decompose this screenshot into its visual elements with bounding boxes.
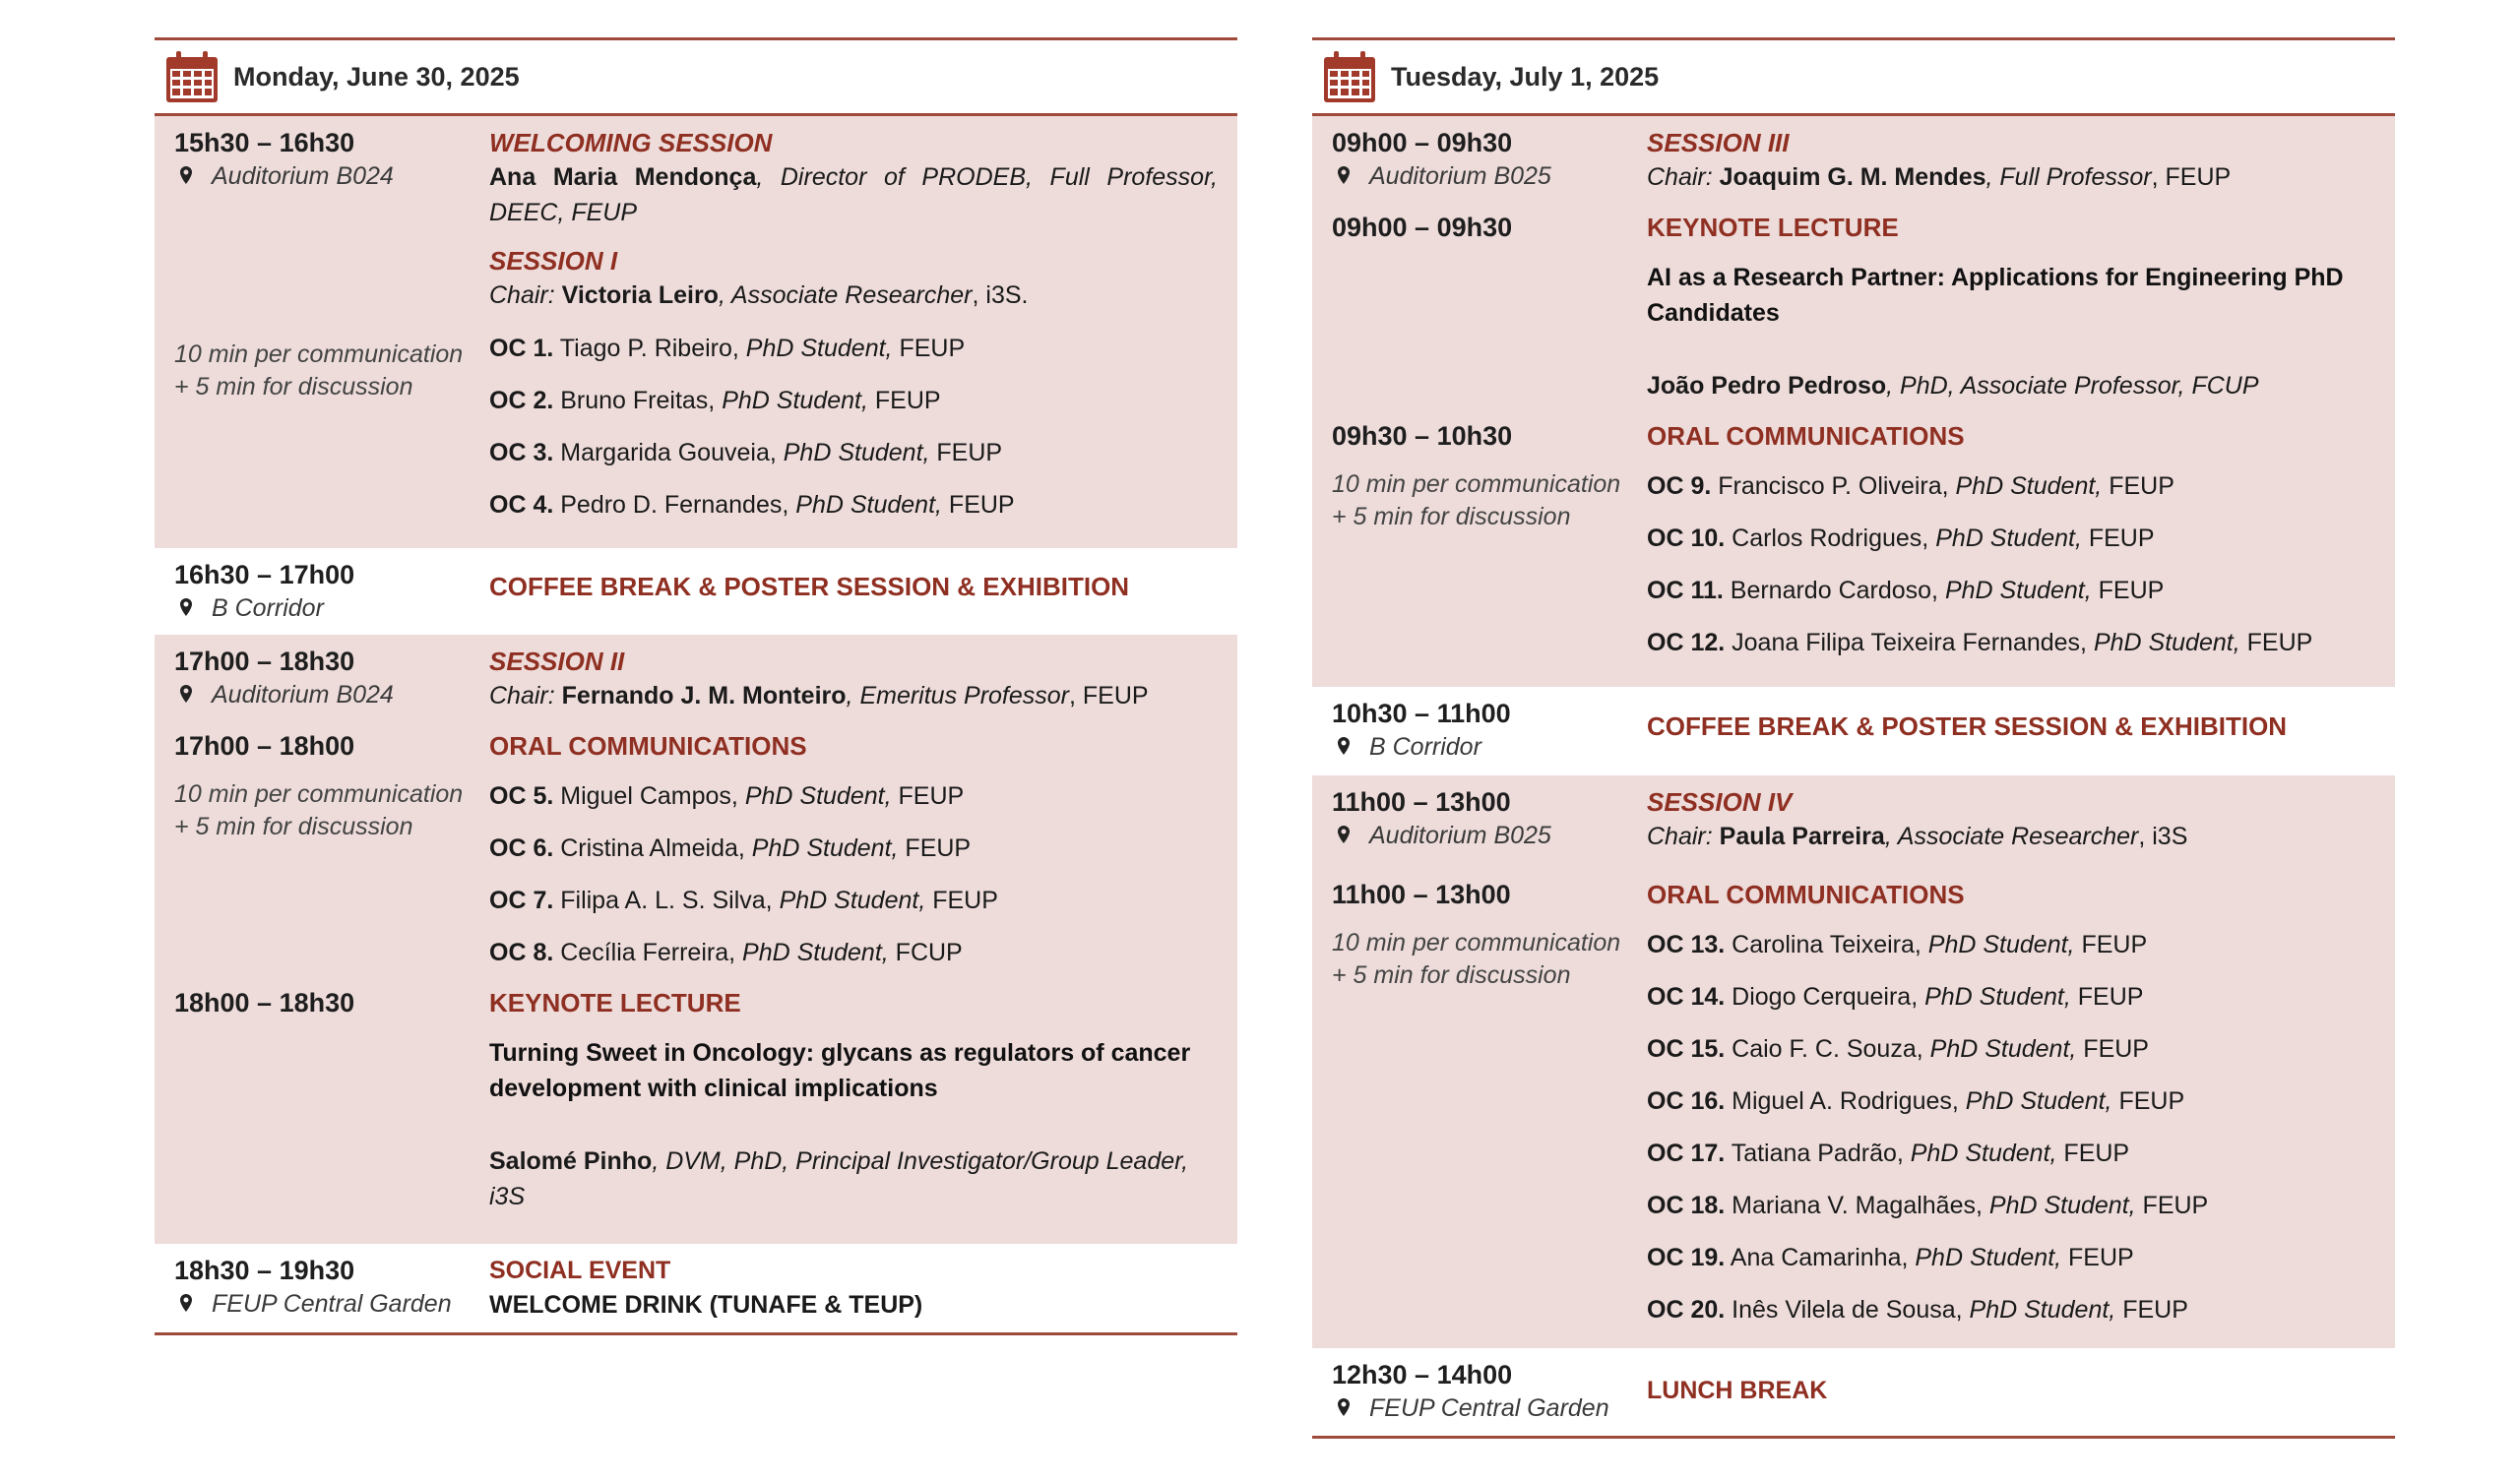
list-item xyxy=(1647,521,2375,556)
speaker-name: Salomé Pinho xyxy=(489,1147,653,1175)
talk-name: Pedro D. Fernandes, xyxy=(553,491,796,519)
talk-role: PhD Student, xyxy=(779,887,926,914)
event-label: WELCOME DRINK (TUNAFE & TEUP) xyxy=(489,1291,923,1319)
keynote-title: Turning Sweet in Oncology: glycans as regulators of cancer development with clinical implications xyxy=(489,1039,1191,1102)
chair-affiliation: , FEUP xyxy=(2151,163,2232,191)
location-pin-icon xyxy=(1336,1397,1352,1419)
speaker-name: Ana Maria Mendonça xyxy=(489,163,757,191)
talk-name: Ana Camarinha, xyxy=(1725,1244,1916,1271)
talk-name: Joana Filipa Teixeira Fernandes, xyxy=(1725,629,2094,656)
talk-code: OC 17. xyxy=(1647,1140,1726,1167)
list-item xyxy=(1647,573,2375,608)
talk-name: Filipa A. L. S. Silva, xyxy=(553,887,780,914)
calendar-icon xyxy=(1322,49,1377,104)
time-slot: 16h30 – 17h00 xyxy=(174,560,355,589)
lunch-block xyxy=(1312,1348,2395,1439)
location-label: FEUP Central Garden xyxy=(1369,1394,1609,1422)
talk-code: OC 8. xyxy=(489,939,554,966)
talk-affiliation: FEUP xyxy=(925,887,998,914)
list-item xyxy=(1647,1136,2375,1171)
time-slot: 09h00 – 09h30 xyxy=(1332,128,1513,157)
chair-role: , Full Professor xyxy=(1985,163,2152,191)
chair-name: Joaquim G. M. Mendes xyxy=(1719,163,1986,191)
talk-role: PhD Student, xyxy=(1924,983,2071,1011)
time-slot: 10h30 – 11h00 xyxy=(1332,699,1511,728)
location xyxy=(1332,1391,1647,1425)
location-label: B Corridor xyxy=(1369,733,1481,761)
list-item xyxy=(489,435,1218,470)
talk-affiliation: FEUP xyxy=(2239,629,2313,656)
talk-name: Caio F. C. Souza, xyxy=(1725,1035,1930,1063)
talk-name: Francisco P. Oliveira, xyxy=(1711,472,1956,500)
talk-name: Margarida Gouveia, xyxy=(553,439,784,466)
talk-code: OC 4. xyxy=(489,491,554,519)
talk-affiliation: FEUP xyxy=(898,834,972,862)
talk-affiliation: FEUP xyxy=(2135,1192,2209,1219)
talk-code: OC 5. xyxy=(489,782,554,810)
talk-affiliation: FEUP xyxy=(2102,472,2174,500)
location-label: B Corridor xyxy=(212,594,324,622)
talk-affiliation: FEUP xyxy=(892,335,966,362)
time-slot: 17h00 – 18h30 xyxy=(174,647,355,676)
talk-name: Inês Vilela de Sousa, xyxy=(1725,1296,1970,1324)
location-label: Auditorium B024 xyxy=(212,162,394,190)
talk-role: PhD Student, xyxy=(1915,1244,2062,1271)
talk-role: PhD Student, xyxy=(1927,931,2075,958)
chair-label: Chair: xyxy=(1647,163,1720,191)
chair-name: Paula Parreira xyxy=(1719,823,1885,850)
coffee-block xyxy=(155,548,1237,635)
location xyxy=(1332,819,1647,852)
opening-block xyxy=(155,116,1237,548)
location xyxy=(174,1287,489,1321)
list-item xyxy=(1647,927,2375,962)
keynote-speaker xyxy=(489,1143,1218,1214)
talk-name: Carolina Teixeira, xyxy=(1725,931,1928,958)
talk-affiliation: FEUP xyxy=(2061,1244,2134,1271)
talk-list xyxy=(489,778,1218,970)
day-header xyxy=(155,37,1237,116)
talk-code: OC 1. xyxy=(489,335,554,362)
talk-name: Cecília Ferreira, xyxy=(553,939,743,966)
location-label: Auditorium B025 xyxy=(1369,822,1551,849)
talk-code: OC 12. xyxy=(1647,629,1726,656)
talk-affiliation: FEUP xyxy=(941,491,1015,519)
talk-role: PhD Student, xyxy=(751,834,899,862)
timing-note: 10 min per communication xyxy=(1332,929,1621,956)
talk-affiliation: FEUP xyxy=(2091,577,2165,604)
talk-name: Carlos Rodrigues, xyxy=(1725,525,1936,552)
talk-role: PhD Student, xyxy=(1965,1087,2112,1115)
location xyxy=(174,678,489,711)
time-slot: 09h30 – 10h30 xyxy=(1332,421,1513,451)
list-item xyxy=(1647,1083,2375,1119)
talk-code: OC 15. xyxy=(1647,1035,1726,1063)
chair-label: Chair: xyxy=(1647,823,1720,850)
time-slot: 17h00 – 18h00 xyxy=(174,731,355,761)
session-four-block xyxy=(1312,775,2395,1348)
list-item xyxy=(489,331,1218,366)
chair-role: , Emeritus Professor xyxy=(846,682,1069,710)
timing-note: 10 min per communication xyxy=(174,780,464,808)
oral-heading: ORAL COMMUNICATIONS xyxy=(1647,421,1965,451)
talk-name: Diogo Cerqueira, xyxy=(1725,983,1925,1011)
talk-role: PhD Student, xyxy=(744,782,892,810)
oral-heading: ORAL COMMUNICATIONS xyxy=(489,731,807,761)
chair-name: Victoria Leiro xyxy=(561,281,719,309)
list-item xyxy=(489,778,1218,814)
keynote-heading: KEYNOTE LECTURE xyxy=(489,988,741,1018)
chair-label: Chair: xyxy=(489,281,562,309)
talk-name: Mariana V. Magalhães, xyxy=(1725,1192,1989,1219)
location xyxy=(174,591,489,625)
talk-role: PhD Student, xyxy=(2093,629,2240,656)
talk-affiliation: FEUP xyxy=(2076,1035,2149,1063)
talk-name: Tiago P. Ribeiro, xyxy=(553,335,746,362)
talk-code: OC 18. xyxy=(1647,1192,1726,1219)
day-title: Tuesday, July 1, 2025 xyxy=(1391,61,1660,92)
speaker-role: , PhD, Associate Professor, FCUP xyxy=(1886,372,2259,400)
coffee-block xyxy=(1312,687,2395,775)
day-header xyxy=(1312,37,2395,116)
list-item xyxy=(489,935,1218,970)
speaker-name: João Pedro Pedroso xyxy=(1647,372,1887,400)
talk-affiliation: FEUP xyxy=(2111,1087,2185,1115)
break-label: LUNCH BREAK xyxy=(1647,1376,1828,1404)
talk-code: OC 3. xyxy=(489,439,554,466)
day-title: Monday, June 30, 2025 xyxy=(233,61,520,92)
session-three-block xyxy=(1312,116,2395,687)
timing-note: + 5 min for discussion xyxy=(174,813,413,840)
session-heading: SESSION II xyxy=(489,647,625,676)
list-item xyxy=(1647,1031,2375,1067)
time-slot: 12h30 – 14h00 xyxy=(1332,1360,1513,1389)
talk-affiliation: FEUP xyxy=(2056,1140,2130,1167)
talk-code: OC 20. xyxy=(1647,1296,1726,1324)
day-tuesday xyxy=(1312,37,2395,1439)
time-slot: 18h30 – 19h30 xyxy=(174,1256,355,1285)
social-block xyxy=(155,1244,1237,1335)
location xyxy=(1332,159,1647,193)
session-chair xyxy=(489,678,1218,713)
list-item xyxy=(489,831,1218,866)
talk-code: OC 14. xyxy=(1647,983,1726,1011)
session-chair xyxy=(1647,819,2375,854)
break-label: COFFEE BREAK & POSTER SESSION & EXHIBITION xyxy=(489,572,1130,601)
talk-list xyxy=(489,331,1218,523)
talk-code: OC 2. xyxy=(489,387,554,414)
time-slot: 09h00 – 09h30 xyxy=(1332,213,1513,242)
talk-code: OC 11. xyxy=(1647,577,1724,604)
session-heading: SESSION I xyxy=(489,246,618,276)
location-pin-icon xyxy=(178,1293,194,1315)
list-item xyxy=(1647,468,2375,504)
talk-list xyxy=(1647,927,2375,1327)
welcome-speaker xyxy=(489,159,1218,230)
session-chair xyxy=(489,278,1218,313)
timing-note: + 5 min for discussion xyxy=(174,373,413,401)
talk-role: PhD Student, xyxy=(745,335,893,362)
list-item xyxy=(489,883,1218,918)
session-chair xyxy=(1647,159,2375,195)
talk-code: OC 7. xyxy=(489,887,554,914)
keynote-title: AI as a Research Partner: Applications for Engineering PhD Candidates xyxy=(1647,264,2344,327)
time-slot: 11h00 – 13h00 xyxy=(1332,787,1511,817)
chair-affiliation: , i3S. xyxy=(972,281,1029,309)
location xyxy=(174,159,489,193)
talk-name: Cristina Almeida, xyxy=(553,834,752,862)
location-label: FEUP Central Garden xyxy=(212,1290,452,1318)
location-pin-icon xyxy=(1336,736,1352,758)
talk-list xyxy=(1647,468,2375,660)
list-item xyxy=(1647,1188,2375,1223)
talk-name: Miguel Campos, xyxy=(553,782,745,810)
talk-role: PhD Student, xyxy=(1929,1035,2077,1063)
talk-code: OC 9. xyxy=(1647,472,1712,500)
day-monday xyxy=(155,37,1237,1335)
location-pin-icon xyxy=(1336,825,1352,846)
talk-affiliation: FEUP xyxy=(2070,983,2144,1011)
keynote-heading: KEYNOTE LECTURE xyxy=(1647,213,1899,242)
timing-note: + 5 min for discussion xyxy=(1332,503,1571,530)
timing-note: 10 min per communication xyxy=(174,340,464,368)
speaker-role: , DVM, PhD, Principal Investigator/Group Leader, i3S xyxy=(489,1147,1189,1210)
timing-note: + 5 min for discussion xyxy=(1332,961,1571,989)
talk-role: PhD Student, xyxy=(722,387,868,414)
timing-note: 10 min per communication xyxy=(1332,470,1621,498)
chair-name: Fernando J. M. Monteiro xyxy=(561,682,847,710)
list-item xyxy=(489,487,1218,523)
event-heading: SOCIAL EVENT xyxy=(489,1257,671,1284)
session-heading: WELCOMING SESSION xyxy=(489,128,773,157)
list-item xyxy=(1647,1292,2375,1327)
calendar-icon xyxy=(164,49,220,104)
list-item xyxy=(1647,625,2375,660)
chair-role: , Associate Researcher xyxy=(1884,823,2139,850)
location xyxy=(1332,730,1647,764)
time-slot: 11h00 – 13h00 xyxy=(1332,880,1511,909)
chair-affiliation: , i3S xyxy=(2138,823,2188,850)
talk-code: OC 19. xyxy=(1647,1244,1726,1271)
list-item xyxy=(1647,1240,2375,1275)
talk-affiliation: FEUP xyxy=(891,782,965,810)
talk-role: PhD Student, xyxy=(1944,577,2092,604)
chair-role: , Associate Researcher xyxy=(718,281,973,309)
list-item xyxy=(489,383,1218,418)
talk-affiliation: FEUP xyxy=(2115,1296,2188,1324)
location-label: Auditorium B024 xyxy=(212,681,394,709)
talk-name: Bernardo Cardoso, xyxy=(1723,577,1945,604)
talk-role: PhD Student, xyxy=(1910,1140,2057,1167)
talk-role: PhD Student, xyxy=(742,939,889,966)
location-pin-icon xyxy=(178,597,194,619)
talk-role: PhD Student, xyxy=(783,439,930,466)
chair-affiliation: , FEUP xyxy=(1069,682,1149,710)
talk-name: Tatiana Padrão, xyxy=(1725,1140,1911,1167)
talk-code: OC 16. xyxy=(1647,1087,1726,1115)
session-heading: SESSION IV xyxy=(1647,787,1793,817)
speaker-role: , Director of PRODEB, Full Professor, DEEC, FEUP xyxy=(489,163,1218,226)
talk-code: OC 10. xyxy=(1647,525,1726,552)
time-slot: 15h30 – 16h30 xyxy=(174,128,355,157)
keynote-speaker xyxy=(1647,368,2375,403)
session-two-block xyxy=(155,635,1237,1244)
talk-name: Miguel A. Rodrigues, xyxy=(1725,1087,1966,1115)
location-pin-icon xyxy=(178,165,194,187)
location-pin-icon xyxy=(1336,165,1352,187)
list-item xyxy=(1647,979,2375,1015)
chair-label: Chair: xyxy=(489,682,562,710)
talk-role: PhD Student, xyxy=(1935,525,2082,552)
location-pin-icon xyxy=(178,684,194,706)
oral-heading: ORAL COMMUNICATIONS xyxy=(1647,880,1965,909)
talk-affiliation: FEUP xyxy=(867,387,941,414)
break-label: COFFEE BREAK & POSTER SESSION & EXHIBITION xyxy=(1647,711,2288,741)
talk-role: PhD Student, xyxy=(795,491,942,519)
talk-affiliation: FEUP xyxy=(2081,525,2155,552)
talk-role: PhD Student, xyxy=(1969,1296,2116,1324)
session-heading: SESSION III xyxy=(1647,128,1790,157)
talk-affiliation: FCUP xyxy=(888,939,963,966)
talk-role: PhD Student, xyxy=(1988,1192,2136,1219)
talk-code: OC 6. xyxy=(489,834,554,862)
talk-code: OC 13. xyxy=(1647,931,1726,958)
talk-affiliation: FEUP xyxy=(929,439,1003,466)
location-label: Auditorium B025 xyxy=(1369,162,1551,190)
talk-affiliation: FEUP xyxy=(2074,931,2148,958)
talk-role: PhD Student, xyxy=(1955,472,2103,500)
talk-name: Bruno Freitas, xyxy=(553,387,723,414)
time-slot: 18h00 – 18h30 xyxy=(174,988,355,1018)
